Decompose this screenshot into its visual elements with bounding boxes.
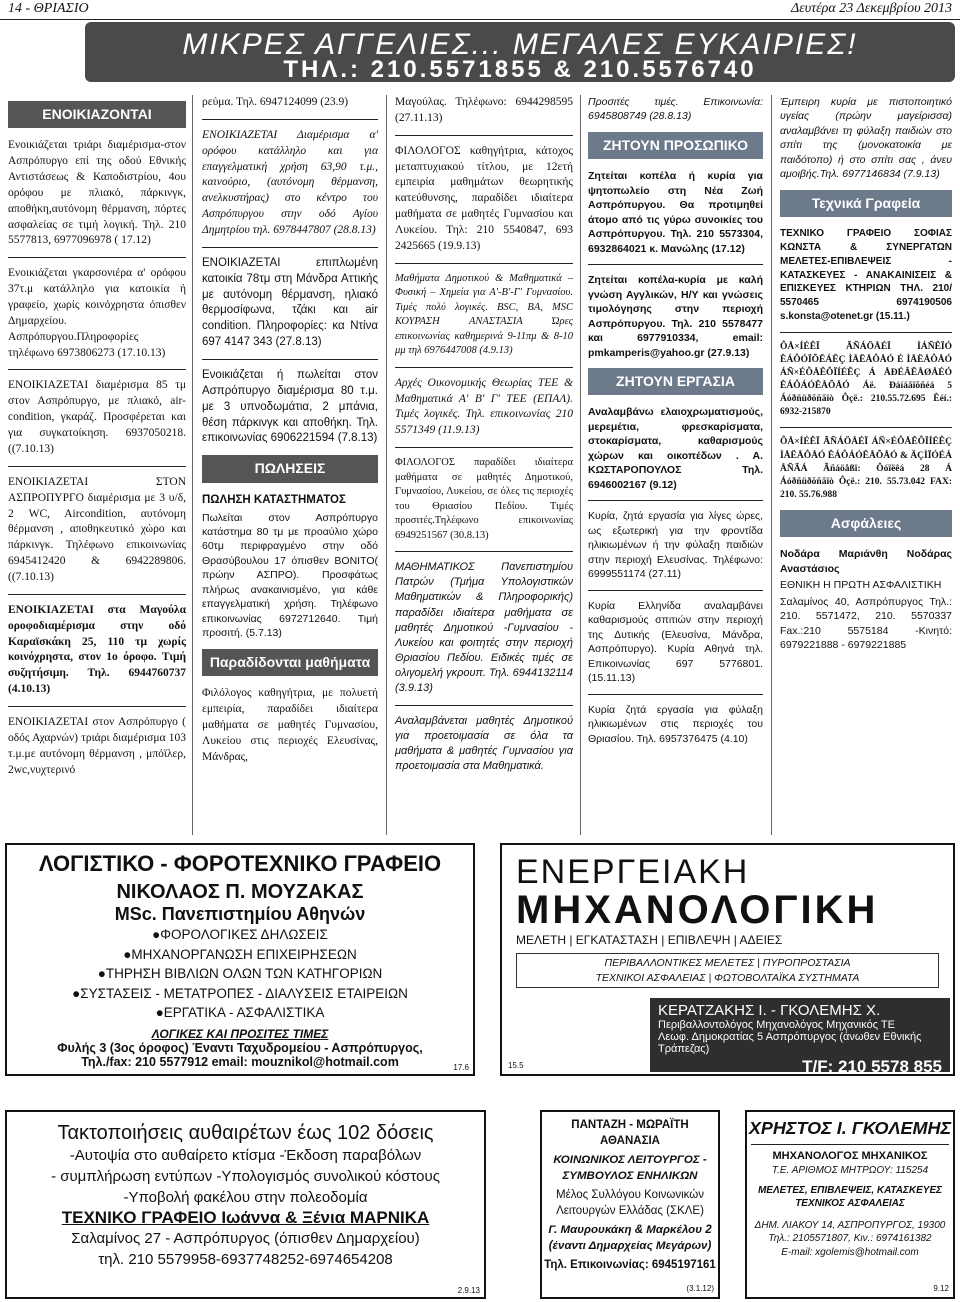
classified-ad: Προσιτές τιμές. Επικοινωνία: 6945808749 (28.8.13) (588, 96, 763, 123)
ad-text: ΜΕΛΕΤΕΣ, ΕΠΙΒΛΕΨΕΙΣ, ΚΑΤΑΣΚΕΥΕΣ (757, 1184, 943, 1196)
page-header (0, 0, 960, 20)
ad-email: E-mail: xgolemis@hotmail.com (781, 1246, 919, 1258)
ad-title: ΕΝΕΡΓΕΙΑΚΗ (516, 853, 750, 891)
ad-address: Σαλαμίνος 27 - Ασπρόπυργος (όπισθεν Δημαρχείου) (71, 1230, 420, 1247)
ad-title: ΠΩΛΗΣΗ ΚΑΤΑΣΤΗΜΑΤΟΣ (202, 493, 346, 506)
ad-title: Τακτοποιήσεις αυθαιρέτων έως 102 δόσεις (57, 1122, 434, 1144)
ad-degree: MSc. Πανεπιστημίου Αθηνών (114, 904, 366, 924)
ad-contact-card (650, 998, 950, 1076)
classified-ad: Ενοικιάζεται τριάρι διαμέρισμα-στον Ασπρόπυργο επί της οδού Εθνικής Αντιστάσεως & Καποδιστρίου, 4ου ορόφου με πλιακό, πάρκινγκ, αποθήκη,αυτόνομη θέρμανση, πόρτες ασφαλείας σε τιμή λογική. Τηλ. 210 5577813, 6977096978 ( 17.12) (8, 139, 186, 247)
ad-name: ΝΙΚΟΛΑΟΣ Π. ΜΟΥΖΑΚΑΣ (116, 881, 364, 903)
banner-phone: ΤΗΛ.: 210.5571855 & 210.5576740 (283, 56, 757, 83)
classified-ad: ΕΝΟΙΚΙΑΖΕΤΑΙ στα Μαγούλα οροφοδιαμέρισμα στην οδό Καραϊσκάκη 25, 110 τμ χωρίς κοινόχρηστα, στον 1ο όροφο. Τιμή συζητήσιμη. Τηλ. 6944760737 (4.10.13) (8, 603, 186, 696)
classified-ad: Μαγούλας. Τηλέφωνο: 6944298595 (27.11.13) (395, 96, 573, 124)
ad-line: - συμπλήρωση εντύπων -Υπολογισμός συνολικού κόστους (51, 1168, 440, 1185)
classified-ad: Φιλόλογος καθηγήτρια, με πολυετή εμπειρία, παραδίδει ιδιαίτερα μαθήματα σε μαθητές Γυμνασίου, Λυκείου στις περιοχές Ελευσίνας, Μάνδρας, (202, 687, 378, 763)
ad-date-mark: 17.6 (453, 1063, 469, 1072)
ad-title: Νοδάρα Μαριάνθη Νοδάρας Αναστάσιος (780, 548, 952, 575)
ad-services-box (516, 953, 939, 988)
ad-services-line: ΠΕΡΙΒΑΛΛΟΝΤΙΚΕΣ ΜΕΛΕΤΕΣ | ΠΥΡΟΠΡΟΣΤΑΣΙΑ (604, 957, 851, 969)
ad-text: Μέλος Συλλόγου Κοινωνικών Λειτουργών Ελλάδας (ΣΚΛΕ) (555, 1189, 705, 1217)
ad-services: ΜΕΛΕΤΗ | ΕΓΚΑΤΑΣΤΑΣΗ | ΕΠΙΒΛΕΨΗ | ΑΔΕΙΕΣ (516, 933, 783, 947)
service-item: ●ΣΥΣΤΑΣΕΙΣ - ΜΕΤΑΤΡΟΠΕΣ - ΔΙΑΛΥΣΕΙΣ ΕΤΑΙΡΕΙΩΝ (72, 985, 408, 1001)
classified-ad: Σαλαμίνος 40, Ασπρόπυργος Τηλ.: 210. 5571472, 210. 5570337 Fax.:210 5575184 -Κινητό: 6979221888 - 6979221885 (780, 595, 952, 652)
column-jobs (588, 95, 763, 754)
classified-ad: Κυρία, ζητά εργασία για λίγες ώρες, ως εξωτερική για την φροντίδα ηλικιωμένων ή την φύλαξη παιδιών στην περιοχή Ελευσίνας. Τηλέφωνο: 6999551174 (27.11) (588, 510, 763, 581)
classified-ad: Κυρία ζητά εργασία για φύλαξη ηλικιωμένων στις περιοχές του Θριασίου. Τηλ. 6957376475 (4.10) (588, 703, 763, 745)
ad-date-mark: 9.12 (933, 1284, 949, 1294)
classified-ad: Κυρία Ελληνίδα αναλαμβάνει καθαρισμούς σπιτιών στην περιοχή της Δυτικής (Ελευσίνα, Μάνδρα, Ασπρόπυργο). Κυρία Αθηνά τηλ. Επικοινωνίας 697 5776801. (15.11.13) (588, 599, 763, 685)
ad-phone: Τηλ.: 2105571807, Κιν.: 6974161382 (768, 1233, 932, 1245)
classified-ad: Ενοικιάζεται ή πωλείται στον Ασπρόπυργο διαμέρισμα 80 τ.μ. με 3 υπνοδωμάτια, 2 μπάνια, θέση πάρκινγκ και αποθήκη. Τηλ. επικοινωνίας 6906221594 (7.8.13) (202, 369, 378, 445)
classified-ad: ΕΝΟΙΚΙΑΖΕΤΑΙ διαμέρισμα 85 τμ στον Ασπρόπυργο, με πλιακό, air-condition, γκαράζ. Προσφέρεται και για συγκατοίκηση. 6937050218. ((7.10.13) (8, 379, 186, 455)
ad-title: ΛΟΓΙΣΤΙΚΟ - ΦΟΡΟΤΕΧΝΙΚΟ ΓΡΑΦΕΙΟ (38, 851, 442, 876)
classified-ad: Αναλαμβάνω ελαιοχρωματισμούς, μερεμέτια, φρεσκαρίσματα, στοκαρίσματα, καθαρισμούς χώρων και οικοπέδων . Α. ΚΩΣΤΑΡΟΠΟΥΛΟΣ Τηλ. 6946002167 (9.12) (588, 406, 763, 491)
classified-ad: ÔÅ×ÍÉÊÏ ÃÑÁÖÅÉÏ ÁÑ×ÉÔÅÊÔÏÍÉÊÇ ÌÅËÅÔÅÓ ÊÁÔÁÓÊÅÕÅÓ & ÄÇÌÏÓÉÁ ÅÑÃÁ Ãñáöåßï: Ôóïëêá 28 Á Áóðñüðõñãïò Ôçë.: 210. 55.73.042 FAX: 210. 55.76.988 (780, 437, 952, 500)
ad-services-line: ΤΕΧΝΙΚΟΙ ΑΣΦΑΛΕΙΑΣ | ΦΩΤΟΒΟΛΤΑΪΚΑ ΣΥΣΤΗΜΑΤΑ (595, 971, 860, 984)
ad-date-mark: (3.1.12) (686, 1284, 714, 1294)
classified-ad: ΕΝΟΙΚΙΑΖΕΤΑΙ ΣΤΟΝ ΑΣΠΡΟΠΥΡΓΟ διαμέρισμα με 3 υ/δ, 2 WC, Aircondition, αυτόνομη θέρμανση , αποθηκευτικό χώρο και πάρκινγκ. Τηλέφωνο επικοινωνίας 6945412420 & 6942289806. ((7.10.13) (8, 475, 186, 583)
column-sales (202, 95, 378, 773)
page-number: 14 - ΘΡΙΑΣΙΟ (8, 1, 89, 16)
classified-ad: Ζητείται κοπέλα-κυρία με καλή γνώση Αγγλικών, Η/Υ και γνώσεις τιμολόγησης στην περιοχή Ασπρόπυργου. Τηλ. 210 5578477 και 6977910334, email: pmkamperis@yahoo.gr (27.9.13) (588, 274, 763, 359)
ad-name: ΠΑΝΤΑΖΗ - ΜΩΡΑΪΤΗ ΑΘΑΝΑΣΙΑ (571, 1119, 689, 1147)
classified-ad: Πωλείται στον Ασπρόπυργο κατάστημα 80 τμ με προαύλιο χώρο 60τμ περιφραγμένο στην οδό Θρασύβουλου 17 όπισθεν ΒΟΝΙΤΟ( πρώην ΑΣΠΡΟ). Προσφάτως πλήρως ανακαινισμένο, για κάθε επαγγελματική χρήση. Τηλέφωνο επικοινωνίας 6972712640. Τιμή προσιτή. (5.7.13) (202, 511, 378, 640)
classified-ad: ΕΝΟΙΚΙΑΖΕΤΑΙ Διαμέρισμα α' ορόφου κατάλληλο και για επαγγελματική χρήση 63,90 τ.μ., καινούριο, (αυτόνομη θέρμανση, ανελκυστήρας) στο κέντρο του Ασπρόπυργου στην οδό Αγίου Δημητρίου τηλ. 6978447807 (28.8.13) (202, 128, 378, 237)
ad-body (751, 1144, 949, 1259)
classified-ad: ΕΝΟΙΚΙΑΖΕΤΑΙ στον Ασπρόπυργο ( οδός Αχαρνών) τριάρι διαμέρισμα 103 τ.μ.με αυτόνομη θέρμανση , μπόϊλερ, 2wc,νυχτερινό (8, 715, 186, 776)
classified-ad: Αρχές Οικονομικής Θεωρίας ΤΕΕ & Μαθηματικά Α' Β' Γ' ΤΕΕ (ΕΠΑΛ). Τιμές λογικές. Τηλ. επικοινωνίας 210 5571349 (11.9.13) (395, 376, 573, 437)
ad-energy-engineering (500, 843, 955, 1076)
ad-address: Λεωφ. Δημοκρατίας 5 Ασπρόπυργος (άνωθεν Εθνικής Τράπεζας) (658, 1031, 922, 1055)
service-item: ●ΦΟΡΟΛΟΓΙΚΕΣ ΔΗΛΩΣΕΙΣ (152, 927, 328, 942)
column-rentals (8, 95, 186, 786)
service-item: ●ΜΗΧΑΝΟΡΓΑΝΩΣΗ ΕΠΙΧΕΙΡΗΣΕΩΝ (123, 946, 357, 962)
ad-name: ΧΡΗΣΤΟΣ Ι. ΓΚΟΛΕΜΗΣ (748, 1118, 952, 1138)
ad-title: ΜΗΧΑΝΟΛΟΓΙΚΗ (516, 888, 879, 932)
section-heading-hiring: ΖΗΤΟΥΝ ΠΡΟΣΩΠΙΚΟ (588, 132, 763, 159)
classified-ad: Ζητείται κοπέλα ή κυρία για ψητοπωλείο στη Νέα Ζωή Ασπρόπυργου. Θα προτιμηθεί άτομο από τις γύρω συνοικίες του Ασπρόπυργου. Τηλ. 210 5573304, 6932864021 κ. Μανώλης (17.12) (588, 170, 763, 255)
ad-date-mark: 2.9.13 (457, 1286, 480, 1295)
classified-ad: ΤΕΧΝΙΚΟ ΓΡΑΦΕΙΟ ΣΟΦΙΑΣ ΚΩΝΣΤΑ & ΣΥΝΕΡΓΑΤΩΝ ΜΕΛΕΤΕΣ-ΕΠΙΒΛΕΨΕΙΣ - ΚΑΤΑΣΚΕΥΕΣ - ΑΝΑΚΑΙΝΙΣΕΙΣ & ΕΠΙΣΚΕΥΕΣ ΚΤΗΡΙΩΝ ΤΗΛ. 210/ 5570465 6974190506 s.konsta@otenet.gr (15.11.) (780, 228, 952, 322)
ad-mechanical-engineer (745, 1110, 955, 1299)
ad-address: ΔΗΜ. ΛΙΑΚΟΥ 14, ΑΣΠΡΟΠΥΡΓΟΣ, 19300 (754, 1219, 946, 1231)
ad-prices: ΛΟΓΙΚΕΣ ΚΑΙ ΠΡΟΣΙΤΕΣ ΤΙΜΕΣ (151, 1026, 329, 1041)
ad-text: ΤΕΧΝΙΚΟΣ ΑΣΦΑΛΕΙΑΣ (795, 1198, 905, 1210)
ad-line: -Υποβολή φακέλου στην πολεοδομία (123, 1189, 368, 1206)
service-item: ●ΤΗΡΗΣΗ ΒΙΒΛΙΩΝ ΟΛΩΝ ΤΩΝ ΚΑΤΗΓΟΡΙΩΝ (97, 966, 383, 982)
classified-ad: Αναλαμβάνεται μαθητές Δημοτικού για προετοιμασία σε όλα τα μαθήματα & μαθητές Γυμνασίου για προετοιμασία στα Μαθηματικά. (395, 714, 573, 773)
issue-date: Δευτέρα 23 Δεκεμβρίου 2013 (790, 1, 952, 16)
classified-ad: ÔÅ×ÍÉÊÏ ÃÑÁÖÅÉÏ ÌÁÑÊÏÓ ÊÁÔÓÏÕËÁÊÇ ÌÅËÅÔÅÓ É ÌÅËÅÔÅÓ ÁÑ×ÉÔÅÊÔÏÍÉÊÇ Á ÅÐÉÂËÅØÅÉÓ ÊÁÔÁÓÊÅÕÅÓ Áë. Ðáíáãïõñéá 5 Áóðñüðõñãïò Ôçë.: 210.55.72.695 Êéí.: 6932-215870 (780, 341, 952, 418)
ad-address: Φυλής 3 (3ος όροφος) Έναντι Ταχυδρομείου - Ασπρόπυργος, (57, 1040, 423, 1055)
section-heading-sales: ΠΩΛΗΣΕΙΣ (202, 455, 378, 482)
section-heading-rentals: ΕΝΟΙΚΙΑΖΟΝΤΑΙ (8, 101, 186, 128)
ad-phone: T/F: 210 5578 855 (802, 1057, 942, 1076)
ad-social-worker (540, 1110, 720, 1299)
classifieds-banner (85, 22, 955, 82)
banner-title: ΜΙΚΡΕΣ ΑΓΓΕΛΙΕΣ... ΜΕΓΑΛΕΣ ΕΥΚΑΙΡΙΕΣ! (182, 28, 858, 61)
column-lessons (395, 95, 573, 782)
ad-name: ΚΕΡΑΤΖΑΚΗΣ Ι. - ΓΚΟΛΕΜΗΣ Χ. (658, 1002, 881, 1019)
classified-ad: ΦΙΛΟΛΟΓΟΣ καθηγήτρια, κάτοχος μεταπτυχιακού τίτλου, με 12ετή εμπειρία μαθημάτων θεωρητικής κατεύθυνσης, παραδίδει ιδιαίτερα μαθήματα σε μαθητές Γυμνασίου και Λυκείου. Τηλ: 210 5540847, 693 2425665 (19.9.13) (395, 144, 573, 252)
classified-ad: ΦΙΛΟΛΟΓΟΣ παραδίδει ιδιαίτερα μαθήματα σε μαθητές Δημοτικού, Γυμνασίου, Λυκείου, σε όλες τις περιοχές του Θριασίου Πεδίου. Τιμές προσιτές.Τηλέφωνο επικοινωνίας 6949251567 (30.8.13) (395, 457, 573, 541)
ad-title: ΜΗΧΑΝΟΛΟΓΟΣ ΜΗΧΑΝΙΚΟΣ (772, 1150, 928, 1163)
section-heading-insurance: Ασφάλειες (780, 510, 952, 537)
ad-contact: Τηλ./fax: 210 5577912 email: mouznikol@hotmail.com (81, 1054, 399, 1069)
service-item: ●ΕΡΓΑΤΙΚΑ - ΑΣΦΑΛΙΣΤΙΚΑ (155, 1005, 325, 1021)
classified-ad: Έμπειρη κυρία με πιστοποιητικό υγείας (πρώην μαγείρισσα) αναλαμβάνει τη φύλαξη παιδιών στο σπίτι της (μονοκατοικία με παιδότοπο) ή στο σπίτι σας , άνευ αμοιβής.Τηλ. 6977146834 (7.9.13) (780, 96, 952, 181)
classified-ad: ΜΑΘΗΜΑΤΙΚΟΣ Πανεπιστημίου Πατρών (Τμήμα Υπολογιστικών Μαθηματικών & Πληροφορικής) παραδίδει ιδιαίτερα μαθήματα σε μαθητές Δημοτικού -Γυμνασίου - Λυκείου και φοιτητές στην περιοχή Θριασίου Πεδίου. Ειδικές τιμές σε ολιγομελή γκρουπ. Τηλ. 6944132114 (3.9.13) (395, 560, 573, 695)
classified-ad: ρεύμα. Τηλ. 6947124099 (23.9) (202, 96, 349, 108)
section-heading-lessons: Παραδίδονται μαθήματα (202, 649, 378, 676)
ad-text: Τ.Ε. ΑΡΙΘΜΟΣ ΜΗΤΡΩΟΥ: 115254 (771, 1165, 929, 1177)
section-heading-tech-offices: Τεχνικά Γραφεία (780, 190, 952, 217)
classified-ad: Μαθήματα Δημοτικού & Μαθηματικά – Φυσική – Χημεία για Α'-Β'-Γ' Γυμνασίου. Τιμές πολύ λογικές. BSC, BA, MSC ΚΟΥΡΑΣΗ ΑΝΑΣΤΑΣΙΑ Ώρες επικοινωνίας καθημερινά 9-11πμ & 8-10 μμ τηλ 6976447008 (4.9.13) (395, 272, 573, 357)
classified-ad: Ενοικιάζεται γκαρσονιέρα α' ορόφου 37τ.μ κατάλληλο για κατοικία ή γραφείο, χωρίς κοινόχρηστα όπισθεν Δημαρχείου. Ασπρόπυργου.Πληροφορίες τηλέφωνο 6973806273 (17.10.13) (8, 267, 186, 359)
ad-phone: τηλ. 210 5579958-6937748252-6974654208 (98, 1251, 393, 1268)
ad-address: Γ. Μαυρουκάκη & Μαρκέλου 2 (έναντι Δημαρχείας Μεγάρων) (548, 1224, 712, 1252)
ad-title: ΚΟΙΝΩΝΙΚΟΣ ΛΕΙΤΟΥΡΓΟΣ - ΣΥΜΒΟΥΛΟΣ ΕΝΗΛΙΚΩΝ (553, 1154, 707, 1182)
insurance-brand: ΕΘΝΙΚΗ Η ΠΡΩΤΗ ΑΣΦΑΛΙΣΤΙΚΗ (780, 579, 942, 592)
column-offices (780, 95, 952, 661)
ad-line: -Αυτοψία στο αυθαίρετο κτίσμα -Έκδοση παραβόλων (69, 1147, 422, 1164)
ad-accounting-office (5, 843, 475, 1076)
ad-text: Περιβαλλοντολόγος Μηχανολόγος Μηχανικός ΤΕ (658, 1019, 895, 1031)
classified-ad: ΕΝΟΙΚΙΑΖΕΤΑΙ επιπλωμένη κατοικία 78τμ στη Μάνδρα Αττικής με αυτόνομη θέρμανση, ηλιακό θερμοσίφωνα, τζάκι και air condition. Πληροφορίες: κα Ντίνα 697 4147 343 (27.8.13) (202, 256, 378, 349)
section-heading-seeking: ΖΗΤΟΥΝ ΕΡΓΑΣΙΑ (588, 368, 763, 395)
ad-phone: Τηλ. Επικοινωνίας: 6945197161 (544, 1259, 716, 1272)
ad-technical-office (5, 1110, 486, 1299)
ad-name: ΤΕΧΝΙΚΟ ΓΡΑΦΕΙΟ Ιωάννα & Ξένια ΜΑΡΝΙΚΑ (61, 1208, 430, 1227)
ad-date-mark: 15.5 (508, 1061, 524, 1070)
